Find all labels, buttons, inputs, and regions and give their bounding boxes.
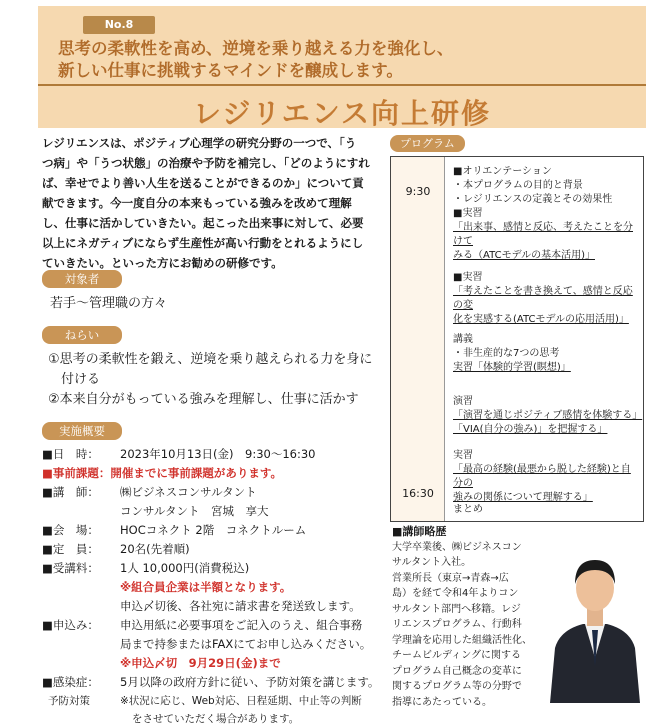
header-divider (38, 84, 646, 86)
program-item: まとめ (453, 504, 483, 515)
program-item: 演習 「演習を通じポジティブ感情を体験する」 「VIA(自分の強み)」を把握する」 (453, 396, 643, 435)
target-text: 若手～管理職の方々 (50, 296, 168, 311)
tagline: 思考の柔軟性を高め、逆境を乗り越える力を強化し、 新しい仕事に挑戦するマインドを醸成します。 (58, 39, 454, 80)
program-item: 実習 「最高の経験(最悪から脱した経験)と自分の 強みの関係について理解する」 (453, 450, 631, 503)
header-banner (38, 6, 646, 128)
intro-paragraph: レジリエンスは、ポジティブ心理学の研究分野の一つで、「う つ病」や「うつ状態」の治療や予防を補完し、「どのようにすれ ば、幸せでより善い人生を送ることができるのか」について貢 献できます。今一度自分の本来もっている強みを改めて理解 し、仕事に活かしていきたい。起こった出来事に対して、必要 以上にネガティブにならず生産性が高い行動をとれるようにし ていきたい。といった方にお勧めの研修です。 (42, 136, 370, 270)
target-section-label: 対象者 (42, 270, 122, 288)
end-time: 16:30 (402, 487, 434, 500)
aim-section-label: ねらい (42, 326, 122, 344)
aim-list: ①思考の柔軟性を鍛え、逆境を乗り越えられる力を身に 付ける ②本来自分がもっている強みを理解し、仕事に活かす (48, 352, 373, 407)
start-time: 9:30 (405, 185, 431, 198)
program-number-badge: No.8 (83, 16, 155, 34)
overview-section-label: 実施概要 (42, 422, 122, 440)
date-value: 2023年10月13日(金) 9:30～16:30 (120, 447, 316, 461)
page-title: レジリエンス向上研修 (193, 97, 491, 130)
program-item: ■オリエンテーション ・本プログラムの目的と背景 ・レジリエンスの定義とその効果性 (453, 166, 613, 205)
pre-assignment-note: ■事前課題：開催までに事前課題があります。 (42, 466, 282, 480)
program-item: 講義 ・非生産的な7つの思考 実習「体験的学習(瞑想)」 (453, 334, 571, 373)
program-item: ■実習 「出来事、感情と反応、考えたことを分けて みる（ATCモデルの基本活用)」 (453, 208, 633, 261)
application-deadline: ※申込〆切 9月29日(金)まで (120, 656, 281, 670)
program-schedule (390, 156, 644, 522)
program-section-label: プログラム (390, 135, 465, 152)
time-column (391, 157, 445, 521)
instructor-profile: ■講師略歴 大学卒業後、㈱ビジネスコン サルタント入社。 営業所長（東京→青森→広 島）を経て令和4年よりコン サルタント部門へ移籍。レジ リエンスプログラム、行動科 学理論を応用した組織活性化、 チームビルディングに関する プログラム自己概念の変革に 関するプログラム等の分野で 指導にあたっている。 (392, 525, 532, 708)
program-item: ■実習 「考えたことを書き換えて、感情と反応の変 化を実感する(ATCモデルの応用活用)」 (453, 272, 633, 325)
instructor-heading: ■講師略歴 (392, 525, 447, 538)
instructor-photo (545, 538, 645, 703)
